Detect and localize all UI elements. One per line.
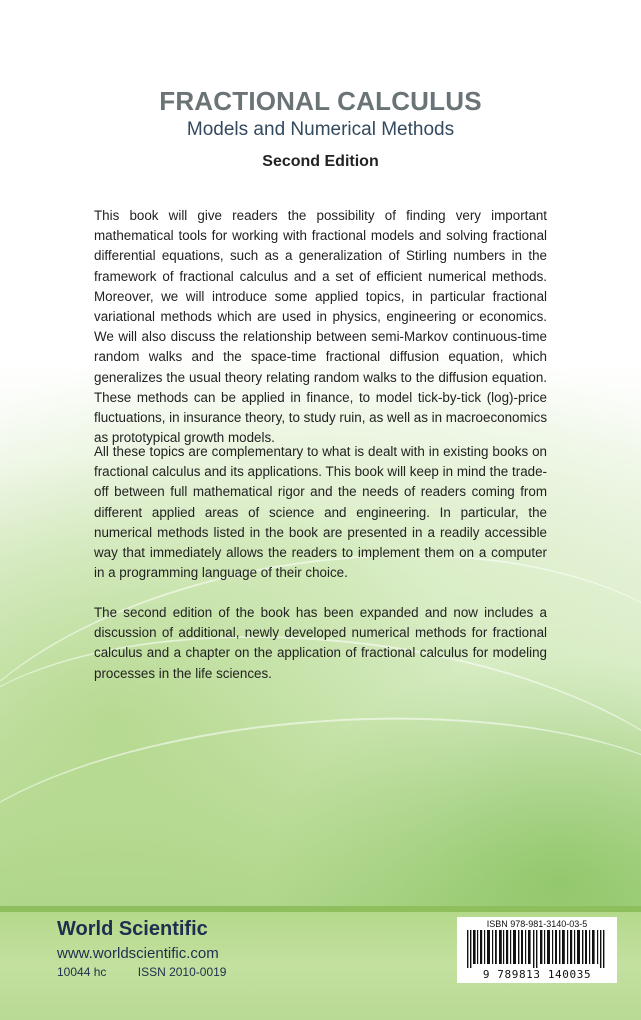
issn-number: ISSN 2010-0019 [137, 965, 227, 979]
book-subtitle: Models and Numerical Methods [186, 119, 455, 140]
isbn-barcode [457, 917, 617, 983]
publisher-website[interactable]: www.worldscientific.com [57, 945, 219, 962]
publisher-name: World Scientific [57, 918, 208, 940]
isbn-label: ISBN 978-981-3140-03-5 [486, 919, 588, 929]
blurb-paragraph-3: The second edition of the book has been expanded and now includes a discussion of additional, newly developed numerical methods for fractional calculus and a chapter on the application of fractional calculus for modeling processes in the life sciences. [94, 605, 547, 681]
catalog-number: 10044 hc [57, 965, 107, 979]
blurb-paragraph-2: All these topics are complementary to what is dealt with in existing books on fractional calculus and its applications. This book will keep in mind the trade-off between full mathematical rigor and the needs of readers coming from different applied areas of science and engineering. In particular, the numerical methods listed in the book are presented in a readily accessible way that immediately allows the readers to implement them on a computer in a programming language of their choice. [94, 444, 547, 581]
blurb-paragraph-1: This book will give readers the possibility of finding very important mathematical tools for working with fractional models and solving fractional differential equations, such as a generalization of Stirling numbers in the framework of fractional calculus and a set of efficient numerical methods. Moreover, we will introduce some applied topics, in particular fractional variational methods which are used in physics, engineering or economics. We will also discuss the relationship between semi-Markov continuous-time random walks and the space-time fractional diffusion equation, which generalizes the usual theory relating random walks to the diffusion equation. These methods can be applied in finance, to model tick-by-tick (log)-price fluctuations, in insurance theory, to study ruin, as well as in macroeconomics as prototypical growth models. [94, 208, 548, 446]
barcode-digits: 9 789813 140035 [482, 968, 592, 981]
catalog-codes [57, 965, 226, 979]
barcode-bars-icon [467, 930, 607, 968]
book-title: FRACTIONAL CALCULUS [159, 86, 482, 116]
book-edition: Second Edition [262, 153, 379, 170]
